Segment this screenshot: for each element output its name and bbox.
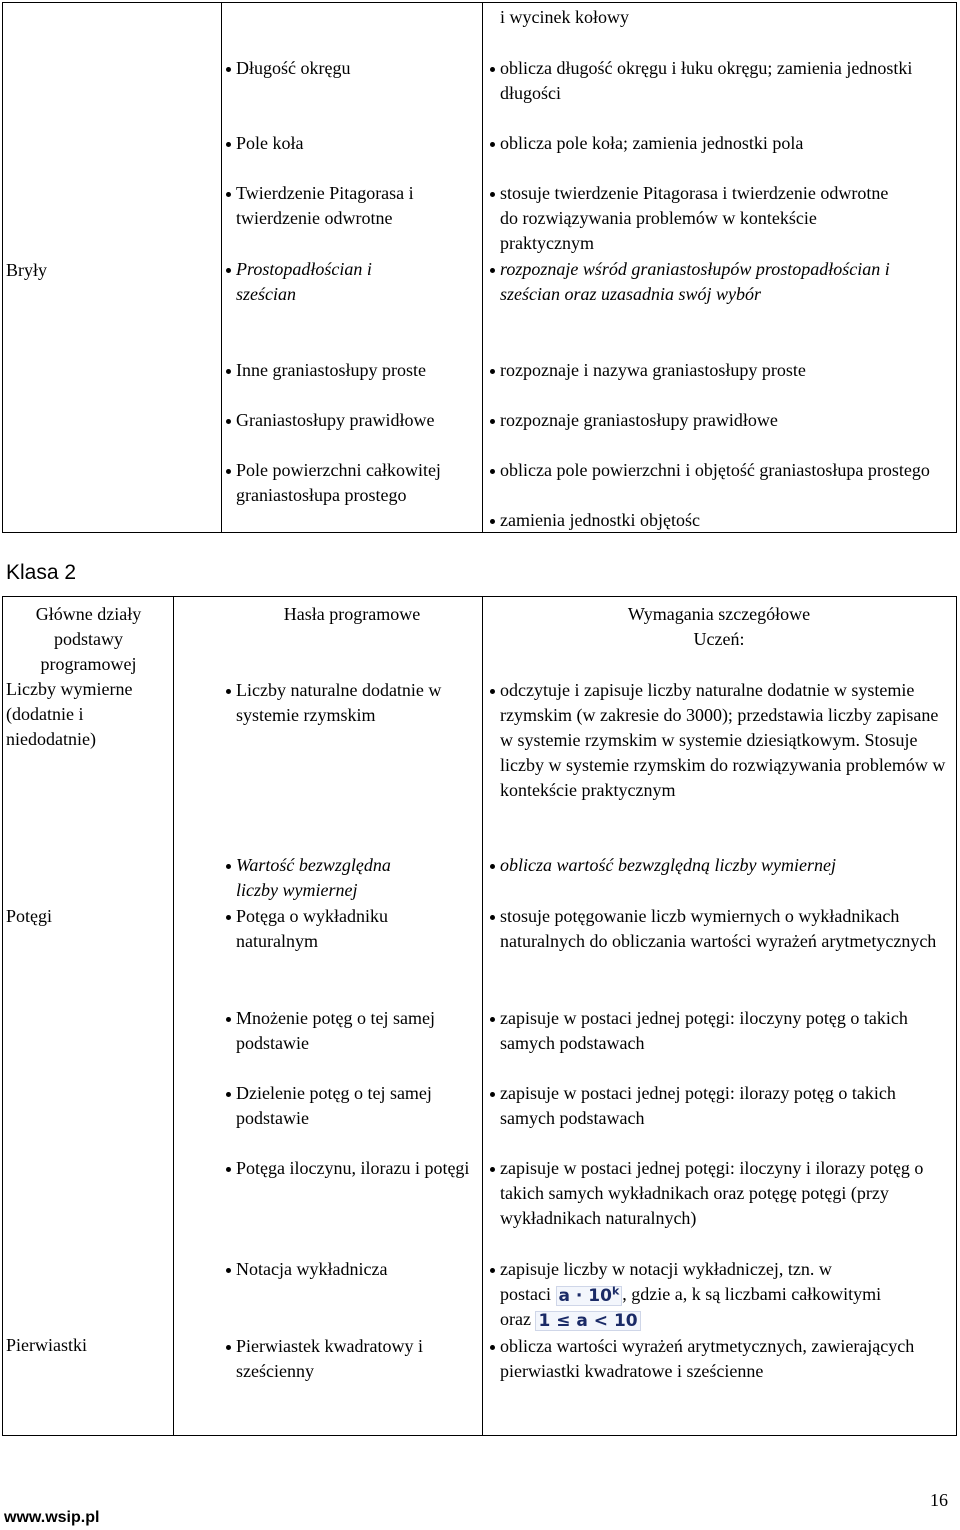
bullet-icon xyxy=(490,864,495,869)
topic-text: Pierwiastek kwadratowy i sześcienny xyxy=(236,1336,423,1381)
requirement-text: oblicza pole powierzchni i objętość graniastosłupa prostego xyxy=(500,460,930,480)
bullet-icon xyxy=(490,142,495,147)
bullet-icon xyxy=(490,369,495,374)
bullet-icon xyxy=(490,1017,495,1022)
bullet-icon xyxy=(490,419,495,424)
requirement-text: oblicza wartość bezwzględną liczby wymiernej xyxy=(500,855,836,875)
topic-text: Potęga o wykładniku naturalnym xyxy=(236,906,388,951)
section-label-pierwiastki: Pierwiastki xyxy=(6,1335,87,1355)
page-number: 16 xyxy=(930,1490,948,1510)
column-header-pupil: Uczeń: xyxy=(693,629,745,649)
bullet-icon xyxy=(226,1167,231,1172)
bullet-icon xyxy=(490,67,495,72)
requirement-text: zapisuje w postaci jednej potęgi: iloczyny i ilorazy potęg o takich samych wykładnikach oraz potęgę potęgi (przy wykładnikach naturalnych) xyxy=(500,1158,924,1228)
bullet-icon xyxy=(490,268,495,273)
requirement-fragment: oraz xyxy=(500,1309,531,1329)
requirement-text: oblicza pole koła; zamienia jednostki pola xyxy=(500,133,804,153)
topic-text: Graniastosłupy prawidłowe xyxy=(236,410,435,430)
topic-text: Liczby naturalne dodatnie w systemie rzymskim xyxy=(236,680,442,725)
bullet-icon xyxy=(226,864,231,869)
bullet-icon xyxy=(490,192,495,197)
topic-text: Wartość bezwzględna liczby wymiernej xyxy=(236,855,391,900)
topic-text: Pole powierzchni całkowitej graniastosłupa prostego xyxy=(236,460,441,505)
requirement-line-2 xyxy=(500,1282,950,1307)
inequality-formula: 1 ≤ a < 10 xyxy=(535,1311,640,1331)
publisher-url: www.wsip.pl xyxy=(4,1509,100,1526)
formula-exponent: k xyxy=(611,1284,620,1298)
requirement-text: oblicza długość okręgu i łuku okręgu; zamienia jednostki długości xyxy=(500,58,913,103)
bullet-icon xyxy=(226,469,231,474)
requirement-text xyxy=(500,1257,950,1332)
requirement-line-3 xyxy=(500,1307,950,1332)
requirement-text: rozpoznaje wśród graniastosłupów prostopadłościan i sześcian oraz uzasadnia swój wybór xyxy=(500,259,890,304)
scientific-notation-formula xyxy=(556,1286,623,1306)
bullet-icon xyxy=(226,1345,231,1350)
requirement-text: odczytuje i zapisuje liczby naturalne dodatnie w systemie rzymskim (w zakresie do 3000); przedstawia liczby zapisane w systemie rzymskim w systemie dziesiątkowym. Stosuje liczby w systemie rzymskim do rozwiązywania problemów w kontekście praktycznym xyxy=(500,680,946,800)
bullet-icon xyxy=(226,419,231,424)
bullet-icon xyxy=(226,1017,231,1022)
bullet-icon xyxy=(490,915,495,920)
topic-text: Potęga iloczynu, ilorazu i potęgi xyxy=(236,1158,470,1178)
bullet-icon xyxy=(226,268,231,273)
bullet-icon xyxy=(226,1268,231,1273)
bullet-icon xyxy=(226,67,231,72)
section-label-potegi: Potęgi xyxy=(6,906,53,926)
bullet-icon xyxy=(226,142,231,147)
table-klasa-2-divider-2 xyxy=(482,596,483,1436)
bullet-icon xyxy=(226,369,231,374)
bullet-icon xyxy=(490,1167,495,1172)
bullet-icon xyxy=(226,915,231,920)
table-bryly-divider-2 xyxy=(482,2,483,533)
class-heading: Klasa 2 xyxy=(6,561,77,584)
requirement-text: i wycinek kołowy xyxy=(500,7,629,27)
requirement-text: rozpoznaje i nazywa graniastosłupy proste xyxy=(500,360,806,380)
formula-base: a · 10 xyxy=(558,1286,612,1306)
requirement-text: zapisuje w postaci jednej potęgi: ilorazy potęg o takich samych podstawach xyxy=(500,1083,896,1128)
requirement-text: stosuje twierdzenie Pitagorasa i twierdzenie odwrotne do rozwiązywania problemów w kontekście praktycznym xyxy=(500,183,889,253)
bullet-icon xyxy=(490,519,495,524)
requirement-text: stosuje potęgowanie liczb wymiernych o wykładnikach naturalnych do obliczania wartości wyrażeń arytmetycznych xyxy=(500,906,937,951)
requirement-fragment: postaci xyxy=(500,1284,551,1304)
bullet-icon xyxy=(226,192,231,197)
requirement-text: zamienia jednostki objętośc xyxy=(500,510,700,530)
bullet-icon xyxy=(490,1092,495,1097)
topic-text: Inne graniastosłupy proste xyxy=(236,360,426,380)
bullet-icon xyxy=(490,1268,495,1273)
topic-text: Notacja wykładnicza xyxy=(236,1259,388,1279)
section-label-bryly: Bryły xyxy=(6,260,48,280)
requirement-fragment: , gdzie a, k są liczbami całkowitymi xyxy=(622,1284,882,1304)
bullet-icon xyxy=(490,469,495,474)
column-header-topics: Hasła programowe xyxy=(283,604,421,624)
table-klasa-2-divider-1 xyxy=(173,596,174,1436)
bullet-icon xyxy=(490,689,495,694)
topic-text: Dzielenie potęg o tej samej podstawie xyxy=(236,1083,432,1128)
section-label-liczby-wymierne: Liczby wymierne (dodatnie i niedodatnie) xyxy=(6,679,133,749)
requirement-text: oblicza wartości wyrażeń arytmetycznych, zawierających pierwiastki kwadratowe i sześcienne xyxy=(500,1336,915,1381)
topic-text: Mnożenie potęg o tej samej podstawie xyxy=(236,1008,435,1053)
topic-text: Prostopadłościan i sześcian xyxy=(236,259,372,304)
topic-text: Twierdzenie Pitagorasa i twierdzenie odwrotne xyxy=(236,183,414,228)
table-bryly-divider-1 xyxy=(221,2,222,533)
requirement-line-1: zapisuje liczby w notacji wykładniczej, tzn. w xyxy=(500,1259,832,1279)
topic-text: Pole koła xyxy=(236,133,304,153)
bullet-icon xyxy=(490,1345,495,1350)
column-header-requirements: Wymagania szczegółowe xyxy=(627,604,811,624)
bullet-icon xyxy=(226,1092,231,1097)
bullet-icon xyxy=(226,689,231,694)
topic-text: Długość okręgu xyxy=(236,58,351,78)
requirement-text: rozpoznaje graniastosłupy prawidłowe xyxy=(500,410,778,430)
column-header-sections: Główne działy podstawy programowej xyxy=(35,604,142,674)
requirement-text: zapisuje w postaci jednej potęgi: iloczyny potęg o takich samych podstawach xyxy=(500,1008,908,1053)
